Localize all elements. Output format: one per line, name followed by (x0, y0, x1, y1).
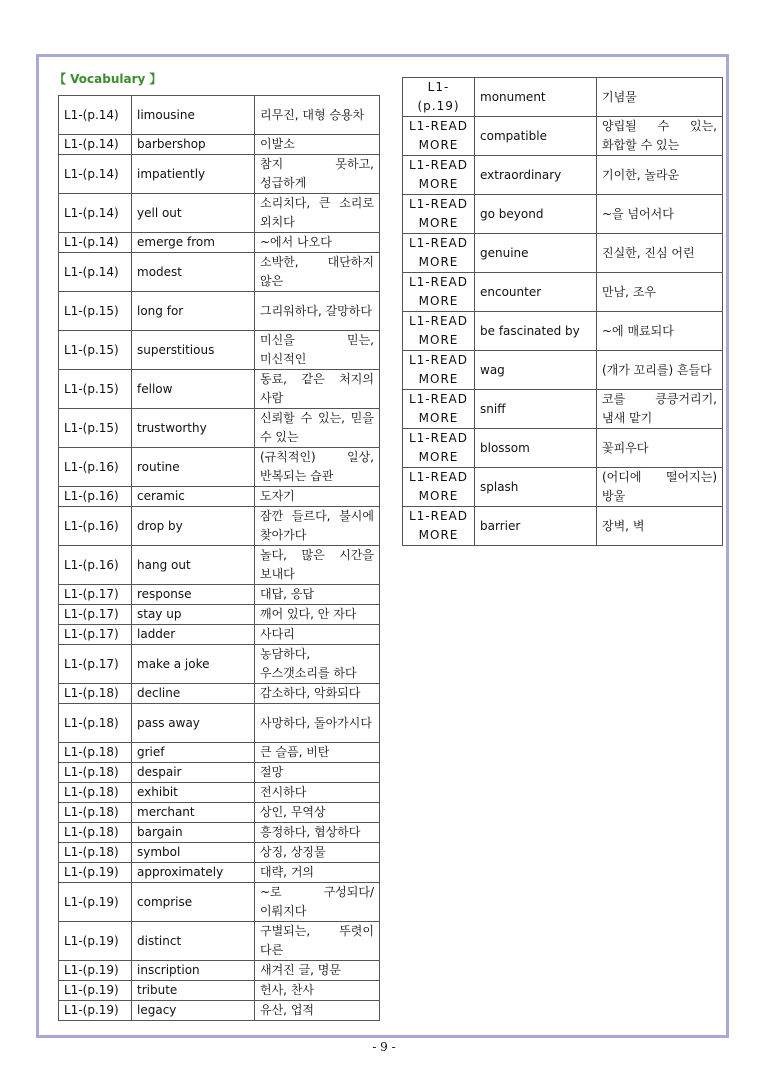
lesson-cell: L1-(p.14) (59, 96, 132, 135)
meaning-cell: 신뢰할 수 있는, 믿을 수 있는 (255, 409, 380, 448)
lesson-cell: L1-(p.18) (59, 743, 132, 763)
vocab-row (403, 78, 723, 117)
vocab-row (59, 684, 380, 704)
vocab-row (59, 370, 380, 409)
vocab-row (59, 704, 380, 743)
vocab-row (59, 1001, 380, 1021)
meaning-cell: (어디에 떨어지는) 방울 (597, 468, 723, 507)
lesson-cell: L1-READ MORE (403, 156, 475, 195)
lesson-cell: L1-(p.19) (59, 922, 132, 961)
lesson-cell: L1-(p.16) (59, 507, 132, 546)
vocab-row (59, 981, 380, 1001)
meaning-cell: 도자기 (255, 487, 380, 507)
vocab-row (403, 312, 723, 351)
lesson-cell: L1-READ MORE (403, 429, 475, 468)
lesson-cell: L1-(p.14) (59, 155, 132, 194)
lesson-cell: L1-(p.19) (59, 883, 132, 922)
word-cell: stay up (132, 605, 255, 625)
word-cell: genuine (475, 234, 597, 273)
word-cell: approximately (132, 863, 255, 883)
vocab-row (403, 117, 723, 156)
meaning-cell: 농담하다, 우스갯소리를 하다 (255, 645, 380, 684)
vocab-row (59, 763, 380, 783)
vocab-row (59, 863, 380, 883)
meaning-cell: 코를 킁킁거리기, 냄새 맡기 (597, 390, 723, 429)
meaning-cell: 절망 (255, 763, 380, 783)
lesson-cell: L1-(p.15) (59, 331, 132, 370)
vocab-row (59, 961, 380, 981)
lesson-cell: L1-(p.19) (59, 981, 132, 1001)
lesson-cell: L1-READ MORE (403, 273, 475, 312)
lesson-cell: L1-(p.18) (59, 783, 132, 803)
meaning-cell: ~을 넘어서다 (597, 195, 723, 234)
meaning-cell: 이발소 (255, 135, 380, 155)
word-cell: wag (475, 351, 597, 390)
vocab-row (59, 645, 380, 684)
word-cell: trustworthy (132, 409, 255, 448)
word-cell: legacy (132, 1001, 255, 1021)
vocab-row (403, 468, 723, 507)
lesson-cell: L1-READ MORE (403, 312, 475, 351)
lesson-cell: L1-(p.15) (59, 370, 132, 409)
word-cell: tribute (132, 981, 255, 1001)
vocab-row (59, 922, 380, 961)
word-cell: drop by (132, 507, 255, 546)
vocab-row (59, 194, 380, 233)
lesson-cell: L1-READ MORE (403, 468, 475, 507)
word-cell: emerge from (132, 233, 255, 253)
word-cell: barrier (475, 507, 597, 546)
word-cell: monument (475, 78, 597, 117)
word-cell: modest (132, 253, 255, 292)
vocab-row (59, 803, 380, 823)
word-cell: ceramic (132, 487, 255, 507)
meaning-cell: 만남, 조우 (597, 273, 723, 312)
vocab-row (59, 883, 380, 922)
meaning-cell: 장벽, 벽 (597, 507, 723, 546)
word-cell: decline (132, 684, 255, 704)
lesson-cell: L1-(p.19) (59, 863, 132, 883)
lesson-cell: L1-(p.14) (59, 135, 132, 155)
word-cell: merchant (132, 803, 255, 823)
lesson-cell: L1-(p.19) (59, 1001, 132, 1021)
word-cell: response (132, 585, 255, 605)
word-cell: inscription (132, 961, 255, 981)
lesson-cell: L1-(p.14) (59, 253, 132, 292)
meaning-cell: 감소하다, 악화되다 (255, 684, 380, 704)
meaning-cell: 양립될 수 있는, 화합할 수 있는 (597, 117, 723, 156)
meaning-cell: 사다리 (255, 625, 380, 645)
lesson-cell: L1-READ MORE (403, 390, 475, 429)
page-number: - 9 - (372, 1040, 396, 1054)
meaning-cell: 놀다, 많은 시간을 보내다 (255, 546, 380, 585)
vocab-row (59, 331, 380, 370)
meaning-cell: 새겨진 글, 명문 (255, 961, 380, 981)
lesson-cell: L1-(p.17) (59, 625, 132, 645)
word-cell: bargain (132, 823, 255, 843)
lesson-cell: L1-READ MORE (403, 234, 475, 273)
meaning-cell: 큰 슬픔, 비탄 (255, 743, 380, 763)
lesson-cell: L1-READ MORE (403, 507, 475, 546)
meaning-cell: 흥정하다, 협상하다 (255, 823, 380, 843)
meaning-cell: 소박한, 대단하지 않은 (255, 253, 380, 292)
word-cell: ladder (132, 625, 255, 645)
vocab-row (59, 625, 380, 645)
word-cell: routine (132, 448, 255, 487)
meaning-cell: 리무진, 대형 승용차 (255, 96, 380, 135)
lesson-cell: L1-(p.18) (59, 803, 132, 823)
lesson-cell: L1-(p.16) (59, 448, 132, 487)
vocab-row (59, 783, 380, 803)
meaning-cell: ~에 매료되다 (597, 312, 723, 351)
vocab-row (59, 292, 380, 331)
word-cell: impatiently (132, 155, 255, 194)
lesson-cell: L1-(p.18) (59, 823, 132, 843)
meaning-cell: 상인, 무역상 (255, 803, 380, 823)
vocab-row (403, 273, 723, 312)
word-cell: long for (132, 292, 255, 331)
vocab-row (59, 96, 380, 135)
vocab-row (403, 351, 723, 390)
vocab-row (59, 507, 380, 546)
meaning-cell: 구별되는, 뚜렷이 다른 (255, 922, 380, 961)
word-cell: compatible (475, 117, 597, 156)
meaning-cell: (개가 꼬리를) 흔들다 (597, 351, 723, 390)
lesson-cell: L1-(p.18) (59, 684, 132, 704)
meaning-cell: 상징, 상징물 (255, 843, 380, 863)
word-cell: despair (132, 763, 255, 783)
vocab-row (59, 233, 380, 253)
vocab-row (59, 546, 380, 585)
lesson-cell: L1-(p.14) (59, 233, 132, 253)
vocab-row (59, 487, 380, 507)
vocab-row (59, 585, 380, 605)
lesson-cell: L1-(p.17) (59, 645, 132, 684)
meaning-cell: 대답, 응답 (255, 585, 380, 605)
word-cell: encounter (475, 273, 597, 312)
meaning-cell: 전시하다 (255, 783, 380, 803)
lesson-cell: L1-(p.16) (59, 546, 132, 585)
word-cell: limousine (132, 96, 255, 135)
vocabulary-table-left (58, 95, 380, 1021)
vocab-row (59, 135, 380, 155)
meaning-cell: 유산, 업적 (255, 1001, 380, 1021)
vocab-row (59, 605, 380, 625)
lesson-cell: L1-(p.14) (59, 194, 132, 233)
vocabulary-table-right (402, 77, 723, 546)
meaning-cell: 잠깐 들르다, 불시에 찾아가다 (255, 507, 380, 546)
word-cell: barbershop (132, 135, 255, 155)
word-cell: comprise (132, 883, 255, 922)
vocab-row (59, 743, 380, 763)
vocab-row (403, 234, 723, 273)
meaning-cell: 꽃피우다 (597, 429, 723, 468)
word-cell: extraordinary (475, 156, 597, 195)
word-cell: yell out (132, 194, 255, 233)
lesson-cell: L1-(p.19) (403, 78, 475, 117)
word-cell: sniff (475, 390, 597, 429)
vocab-row (59, 843, 380, 863)
meaning-cell: ~로 구성되다/이뤄지다 (255, 883, 380, 922)
vocab-row (403, 390, 723, 429)
word-cell: exhibit (132, 783, 255, 803)
meaning-cell: ~에서 나오다 (255, 233, 380, 253)
vocab-row (59, 253, 380, 292)
vocab-row (403, 195, 723, 234)
vocab-row (403, 429, 723, 468)
lesson-cell: L1-(p.18) (59, 843, 132, 863)
meaning-cell: 그리워하다, 갈망하다 (255, 292, 380, 331)
vocab-row (59, 448, 380, 487)
word-cell: grief (132, 743, 255, 763)
vocab-row (403, 507, 723, 546)
meaning-cell: 헌사, 찬사 (255, 981, 380, 1001)
vocab-row (59, 409, 380, 448)
meaning-cell: 대략, 거의 (255, 863, 380, 883)
word-cell: pass away (132, 704, 255, 743)
word-cell: superstitious (132, 331, 255, 370)
lesson-cell: L1-READ MORE (403, 195, 475, 234)
word-cell: be fascinated by (475, 312, 597, 351)
word-cell: go beyond (475, 195, 597, 234)
lesson-cell: L1-(p.18) (59, 704, 132, 743)
vocab-row (403, 156, 723, 195)
meaning-cell: 깨어 있다, 안 자다 (255, 605, 380, 625)
lesson-cell: L1-(p.17) (59, 585, 132, 605)
meaning-cell: 미신을 믿는, 미신적인 (255, 331, 380, 370)
meaning-cell: 기이한, 놀라운 (597, 156, 723, 195)
vocab-row (59, 823, 380, 843)
meaning-cell: 사망하다, 돌아가시다 (255, 704, 380, 743)
word-cell: splash (475, 468, 597, 507)
word-cell: distinct (132, 922, 255, 961)
meaning-cell: 기념물 (597, 78, 723, 117)
lesson-cell: L1-(p.17) (59, 605, 132, 625)
meaning-cell: 참지 못하고, 성급하게 (255, 155, 380, 194)
lesson-cell: L1-(p.15) (59, 409, 132, 448)
word-cell: blossom (475, 429, 597, 468)
vocab-row (59, 155, 380, 194)
lesson-cell: L1-READ MORE (403, 351, 475, 390)
word-cell: symbol (132, 843, 255, 863)
section-title: 【 Vocabulary 】 (54, 72, 162, 86)
lesson-cell: L1-READ MORE (403, 117, 475, 156)
lesson-cell: L1-(p.15) (59, 292, 132, 331)
meaning-cell: 동료, 같은 처지의 사람 (255, 370, 380, 409)
word-cell: hang out (132, 546, 255, 585)
lesson-cell: L1-(p.16) (59, 487, 132, 507)
word-cell: make a joke (132, 645, 255, 684)
word-cell: fellow (132, 370, 255, 409)
lesson-cell: L1-(p.18) (59, 763, 132, 783)
meaning-cell: (규칙적인) 일상, 반복되는 습관 (255, 448, 380, 487)
meaning-cell: 진실한, 진심 어린 (597, 234, 723, 273)
meaning-cell: 소리치다, 큰 소리로 외치다 (255, 194, 380, 233)
lesson-cell: L1-(p.19) (59, 961, 132, 981)
